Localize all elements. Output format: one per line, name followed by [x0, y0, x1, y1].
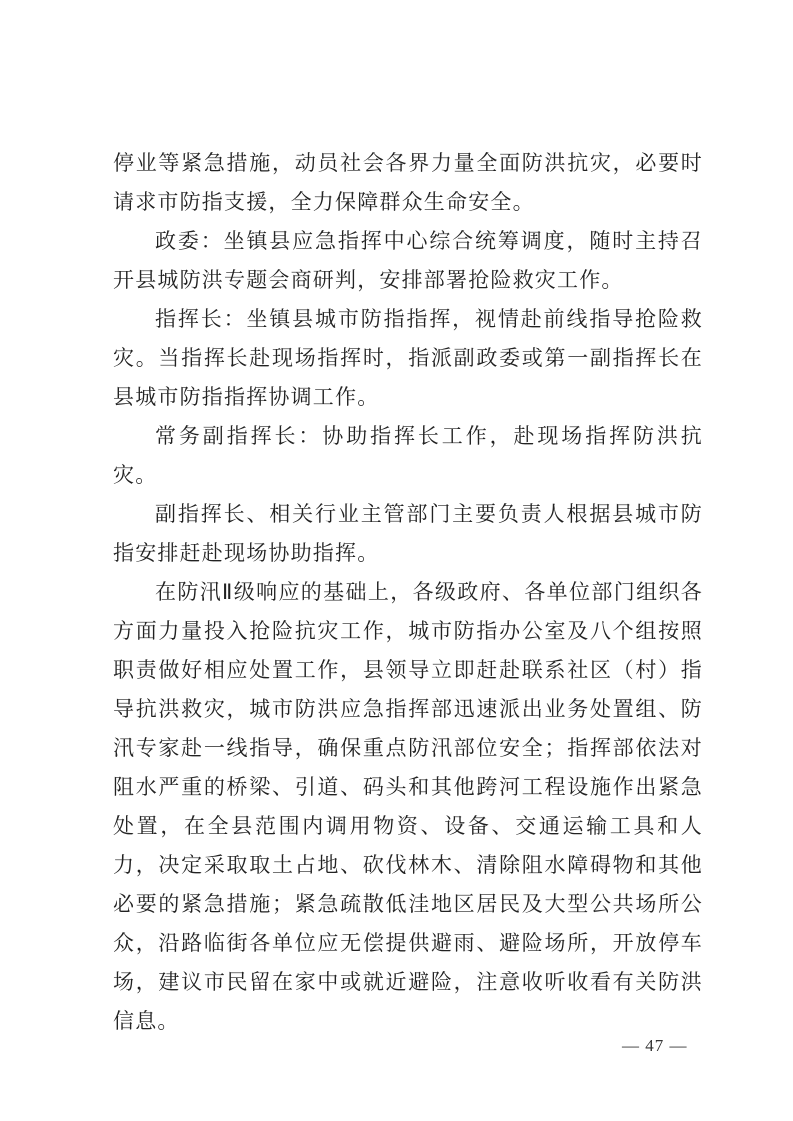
paragraph-deputy-commander: 副指挥长、相关行业主管部门主要负责人根据县城市防指安排赶赴现场协助指挥。: [113, 502, 703, 565]
paragraph-level-response: 在防汛Ⅱ级响应的基础上，各级政府、各单位部门组织各方面力量投入抢险抗灾工作，城市防指办公室及八个组按照职责做好相应处置工作，县领导立即赶赴联系社区（村）指导抗洪救灾，城市防洪应急指挥部迅速派出业务处置组、防汛专家赴一线指导，确保重点防汛部位安全；指挥部依法对阻水严重的桥梁、引道、码头和其他跨河工程设施作出紧急处置，在全县范围内调用物资、设备、交通运输工具和人力，决定采取取土占地、砍伐林木、清除阻水障碍物和其他必要的紧急措施；紧急疏散低洼地区居民及大型公共场所公众，沿路临街各单位应无偿提供避雨、避险场所，开放停车场，建议市民留在家中或就近避险，注意收听收看有关防洪信息。: [113, 580, 703, 1033]
page-number: — 47 —: [622, 1036, 688, 1055]
paragraph-political-commissar: 政委：坐镇县应急指挥中心综合统筹调度，随时主持召开县城防洪专题会商研判，安排部署抢险救灾工作。: [113, 229, 703, 292]
paragraph-executive-deputy-commander: 常务副指挥长：协助指挥长工作，赴现场指挥防洪抗灾。: [113, 424, 703, 487]
document-body: [113, 144, 703, 1041]
paragraph-commander: 指挥长：坐镇县城市防指指挥，视情赴前线指导抢险救灾。当指挥长赴现场指挥时，指派副政委或第一副指挥长在县城市防指指挥协调工作。: [113, 307, 703, 409]
paragraph-continuation: 停业等紧急措施，动员社会各界力量全面防洪抗灾，必要时请求市防指支援，全力保障群众生命安全。: [113, 151, 703, 214]
